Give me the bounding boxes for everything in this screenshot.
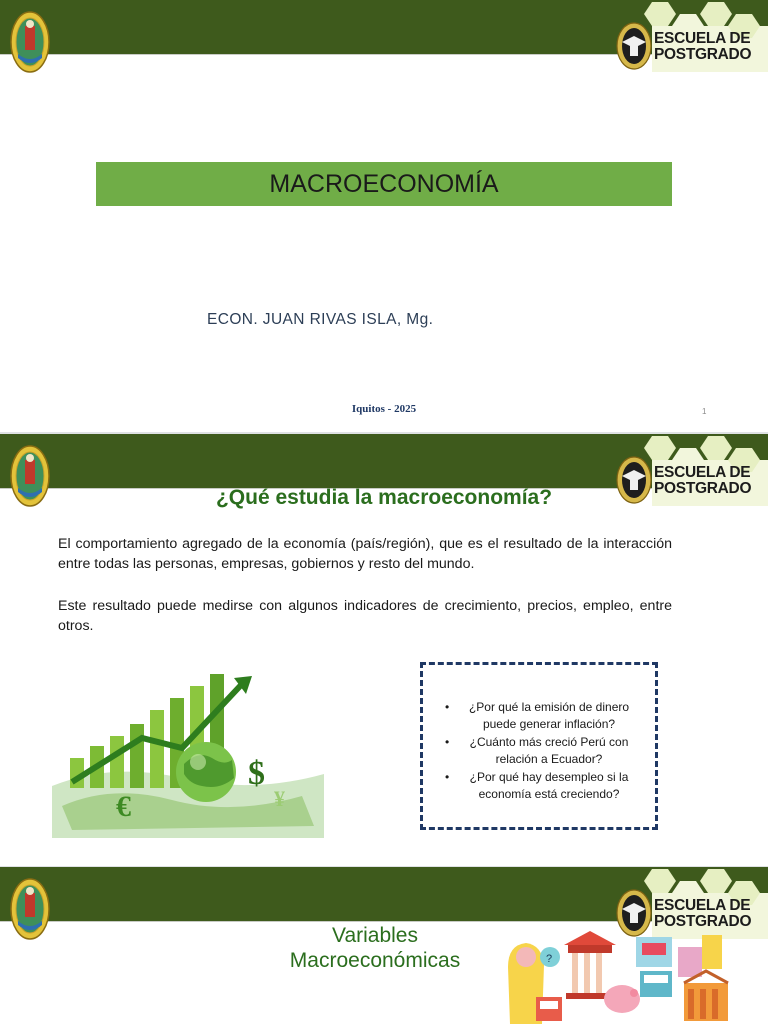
brand-wordmark (654, 31, 766, 63)
svg-text:¥: ¥ (274, 786, 285, 811)
presentation-title: MACROECONOMÍA (269, 169, 499, 198)
economy-variables-illustration (502, 927, 738, 1024)
svg-text:?: ? (546, 953, 553, 965)
section-title-line-2: Macroeconómicas (289, 949, 461, 972)
question-item: • ¿Cuánto más creció Perú con relación a Ecuador? (423, 734, 655, 768)
slide-heading: ¿Qué estudia la macroeconomía? (215, 486, 553, 509)
brand-line-1: ESCUELA DE (654, 897, 751, 914)
questions-box (420, 662, 658, 830)
university-seal-icon (10, 10, 50, 74)
paragraph-indicators: Este resultado puede medirse con algunos indicadores de crecimiento, precios, empleo, entre otros. (58, 598, 672, 634)
svg-text:$: $ (248, 755, 265, 792)
section-title (258, 923, 492, 973)
question-item: • ¿Por qué hay desempleo si la economía está creciendo? (423, 769, 655, 803)
slide-2 (0, 434, 768, 866)
brand-wordmark (654, 898, 766, 930)
section-title-line-1: Variables (332, 924, 418, 947)
brand-line-2: POSTGRADO (654, 46, 752, 63)
slide-3 (0, 867, 768, 1024)
brand-line-1: ESCUELA DE (654, 30, 751, 47)
title-banner (96, 162, 672, 206)
footer-location-year: Iquitos - 2025 (351, 403, 417, 415)
brand-line-2: POSTGRADO (654, 480, 752, 497)
slide-1 (0, 0, 768, 432)
brand-line-1: ESCUELA DE (654, 464, 751, 481)
question-item: • ¿Por qué la emisión de dinero puede generar inflación? (423, 699, 655, 733)
brand-line-2: POSTGRADO (654, 913, 752, 930)
escuela-postgrado-logo (612, 0, 768, 76)
paragraph-definition: El comportamiento agregado de la economía (país/región), que es el resultado de la interacción entre todas las personas, empresas, gobiernos y resto del mundo. (58, 536, 672, 572)
svg-text:€: € (116, 790, 131, 823)
questions-list (423, 699, 655, 804)
slide-number: 1 (702, 407, 707, 416)
graduation-cap-emblem-icon (616, 22, 652, 70)
author-name: ECON. JUAN RIVAS ISLA, Mg. (207, 311, 434, 328)
university-seal-icon (10, 877, 50, 941)
globe-growth-chart-illustration (52, 666, 324, 838)
